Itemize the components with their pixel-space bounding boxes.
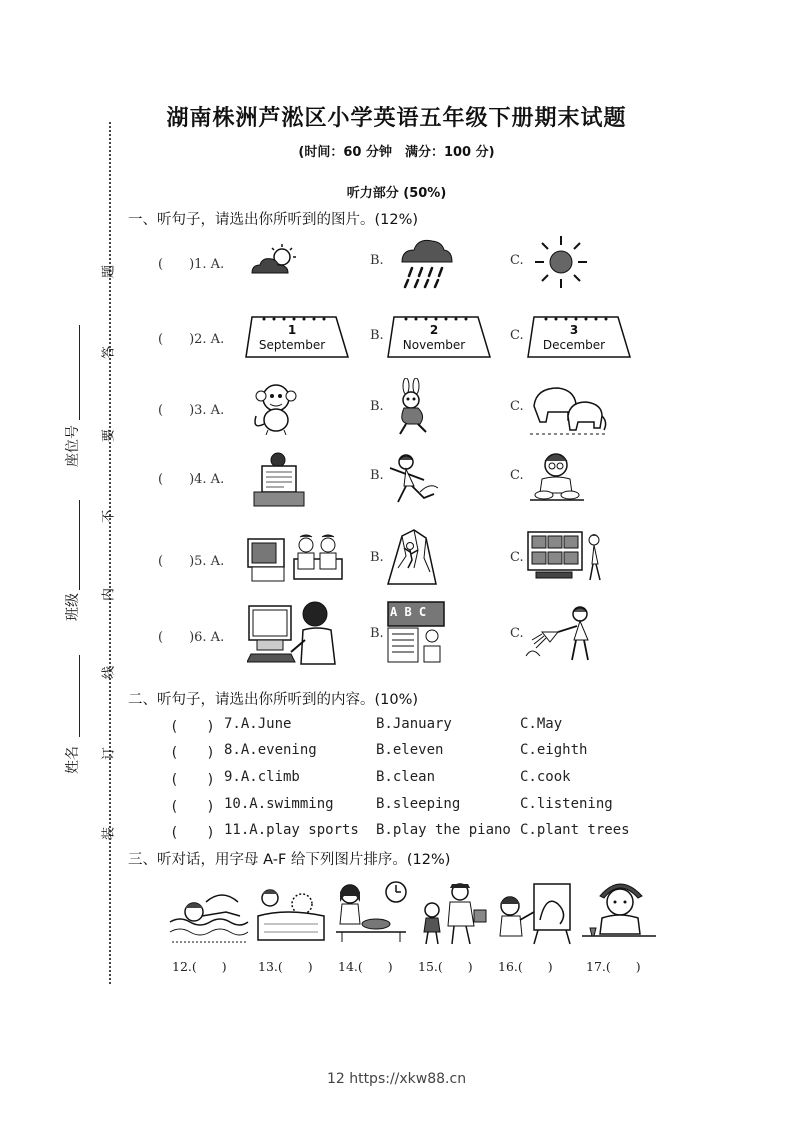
q2-option-b: B.	[370, 328, 384, 343]
q10-option-b: B.sleeping	[376, 796, 461, 812]
computer-boy-icon[interactable]	[247, 600, 341, 666]
q3-option-c: C.	[510, 399, 524, 414]
climbing-icon[interactable]	[384, 528, 440, 586]
q9-option-c: C.cook	[520, 769, 571, 785]
margin-char: 题	[101, 265, 117, 279]
elephants-icon[interactable]	[528, 376, 610, 438]
q10-option-c: C.listening	[520, 796, 613, 812]
q17-blank[interactable]: 17.( )	[586, 959, 641, 974]
q8-option-b: B.eleven	[376, 742, 444, 758]
calendar-month: November	[402, 338, 466, 352]
calendar-november[interactable]	[386, 314, 492, 359]
name-label: 姓名	[65, 746, 81, 774]
class-blank-line[interactable]	[79, 500, 80, 590]
q3-option-b: B.	[370, 399, 384, 414]
q11-option-a: 11.A.play sports	[224, 822, 359, 838]
margin-char: 不	[101, 510, 117, 524]
girl-drawing-icon[interactable]	[494, 880, 576, 946]
q8-option-c: C.eighth	[520, 742, 588, 758]
margin-char: 订	[101, 747, 117, 761]
q16-blank[interactable]: 16.( )	[498, 959, 553, 974]
section-heading: 听力部分 (50%)	[346, 186, 447, 201]
page-title: 湖南株洲芦淞区小学英语五年级下册期末试题	[166, 106, 627, 131]
part2-heading: 二、听句子，请选出你所听到的内容。(10%)	[128, 692, 419, 708]
q1-option-b: B.	[370, 253, 384, 268]
monkey-icon[interactable]	[246, 380, 302, 436]
q6-option-c: C.	[510, 626, 524, 641]
q7-option-a: 7.A.June	[224, 716, 292, 732]
margin-char: 线	[101, 666, 117, 680]
binding-dotted-line	[109, 122, 111, 984]
q10-paren[interactable]: ( )	[170, 799, 215, 815]
sun-icon[interactable]	[533, 234, 589, 290]
margin-char: 答	[101, 346, 117, 360]
margin-char: 内	[101, 588, 117, 602]
margin-char: 装	[101, 827, 117, 841]
q6-label: ( )6. A.	[158, 630, 225, 645]
q10-option-a: 10.A.swimming	[224, 796, 334, 812]
q12-blank[interactable]: 12.( )	[172, 959, 227, 974]
calendar-december[interactable]	[526, 314, 632, 359]
q15-blank[interactable]: 15.( )	[418, 959, 473, 974]
girl-dinner-clock-icon[interactable]	[334, 878, 410, 944]
girl-at-table-icon[interactable]	[580, 880, 658, 946]
q4-label: ( )4. A.	[158, 472, 225, 487]
q5-option-c: C.	[510, 550, 524, 565]
q7-option-c: C.May	[520, 716, 563, 732]
q7-paren[interactable]: ( )	[170, 719, 215, 735]
blackboard-text: A B C	[390, 605, 427, 619]
q8-paren[interactable]: ( )	[170, 745, 215, 761]
name-blank-line[interactable]	[79, 655, 80, 737]
girl-watering-icon[interactable]	[522, 602, 602, 662]
q11-option-c: C.plant trees	[520, 822, 630, 838]
q14-blank[interactable]: 14.( )	[338, 959, 393, 974]
part1-heading: 一、听句子，请选出你所听到的图片。(12%)	[128, 212, 419, 228]
boy-eating-icon[interactable]	[528, 449, 586, 507]
q2-option-c: C.	[510, 328, 524, 343]
seat-blank-line[interactable]	[79, 325, 80, 420]
q2-label: ( )2. A.	[158, 332, 225, 347]
page-subtitle: (时间：60 分钟 满分：100 分)	[298, 145, 495, 160]
dancing-girl-icon[interactable]	[380, 452, 442, 510]
reading-newspaper-icon[interactable]	[248, 450, 308, 510]
q4-option-c: C.	[510, 468, 524, 483]
margin-char: 要	[101, 429, 117, 443]
partly-cloudy-icon[interactable]	[248, 243, 302, 279]
q11-option-b: B.play the piano	[376, 822, 511, 838]
calendar-day: 2	[429, 323, 439, 337]
q8-option-a: 8.A.evening	[224, 742, 317, 758]
q11-paren[interactable]: ( )	[170, 825, 215, 841]
calendar-month: December	[542, 338, 606, 352]
q7-option-b: B.January	[376, 716, 452, 732]
q4-option-b: B.	[370, 468, 384, 483]
rabbit-icon[interactable]	[390, 378, 434, 436]
page-footer: 12 https://xkw88.cn	[326, 1071, 467, 1087]
swimming-kids-icon[interactable]	[166, 882, 250, 946]
q5-label: ( )5. A.	[158, 554, 225, 569]
calendar-month: September	[258, 338, 326, 352]
class-label: 班级	[65, 593, 81, 621]
kids-in-bed-icon[interactable]	[256, 882, 326, 944]
q1-label: ( )1. A.	[158, 257, 225, 272]
q6-option-b: B.	[370, 626, 384, 641]
seat-label: 座位号	[65, 425, 81, 467]
q9-paren[interactable]: ( )	[170, 772, 215, 788]
tv-family-icon[interactable]	[246, 529, 346, 585]
q1-option-c: C.	[510, 253, 524, 268]
calendar-day: 3	[569, 323, 579, 337]
q9-option-a: 9.A.climb	[224, 769, 300, 785]
rain-cloud-icon[interactable]	[398, 236, 454, 290]
calendar-september[interactable]	[244, 314, 350, 359]
museum-visit-icon[interactable]	[526, 530, 606, 584]
classroom-abc-icon[interactable]	[386, 600, 446, 664]
part3-heading: 三、听对话，用字母 A-F 给下列图片排序。(12%)	[128, 852, 451, 868]
q3-label: ( )3. A.	[158, 403, 225, 418]
q13-blank[interactable]: 13.( )	[258, 959, 313, 974]
q5-option-b: B.	[370, 550, 384, 565]
shopping-kids-icon[interactable]	[418, 880, 488, 946]
q9-option-b: B.clean	[376, 769, 436, 785]
calendar-day: 1	[287, 323, 297, 337]
